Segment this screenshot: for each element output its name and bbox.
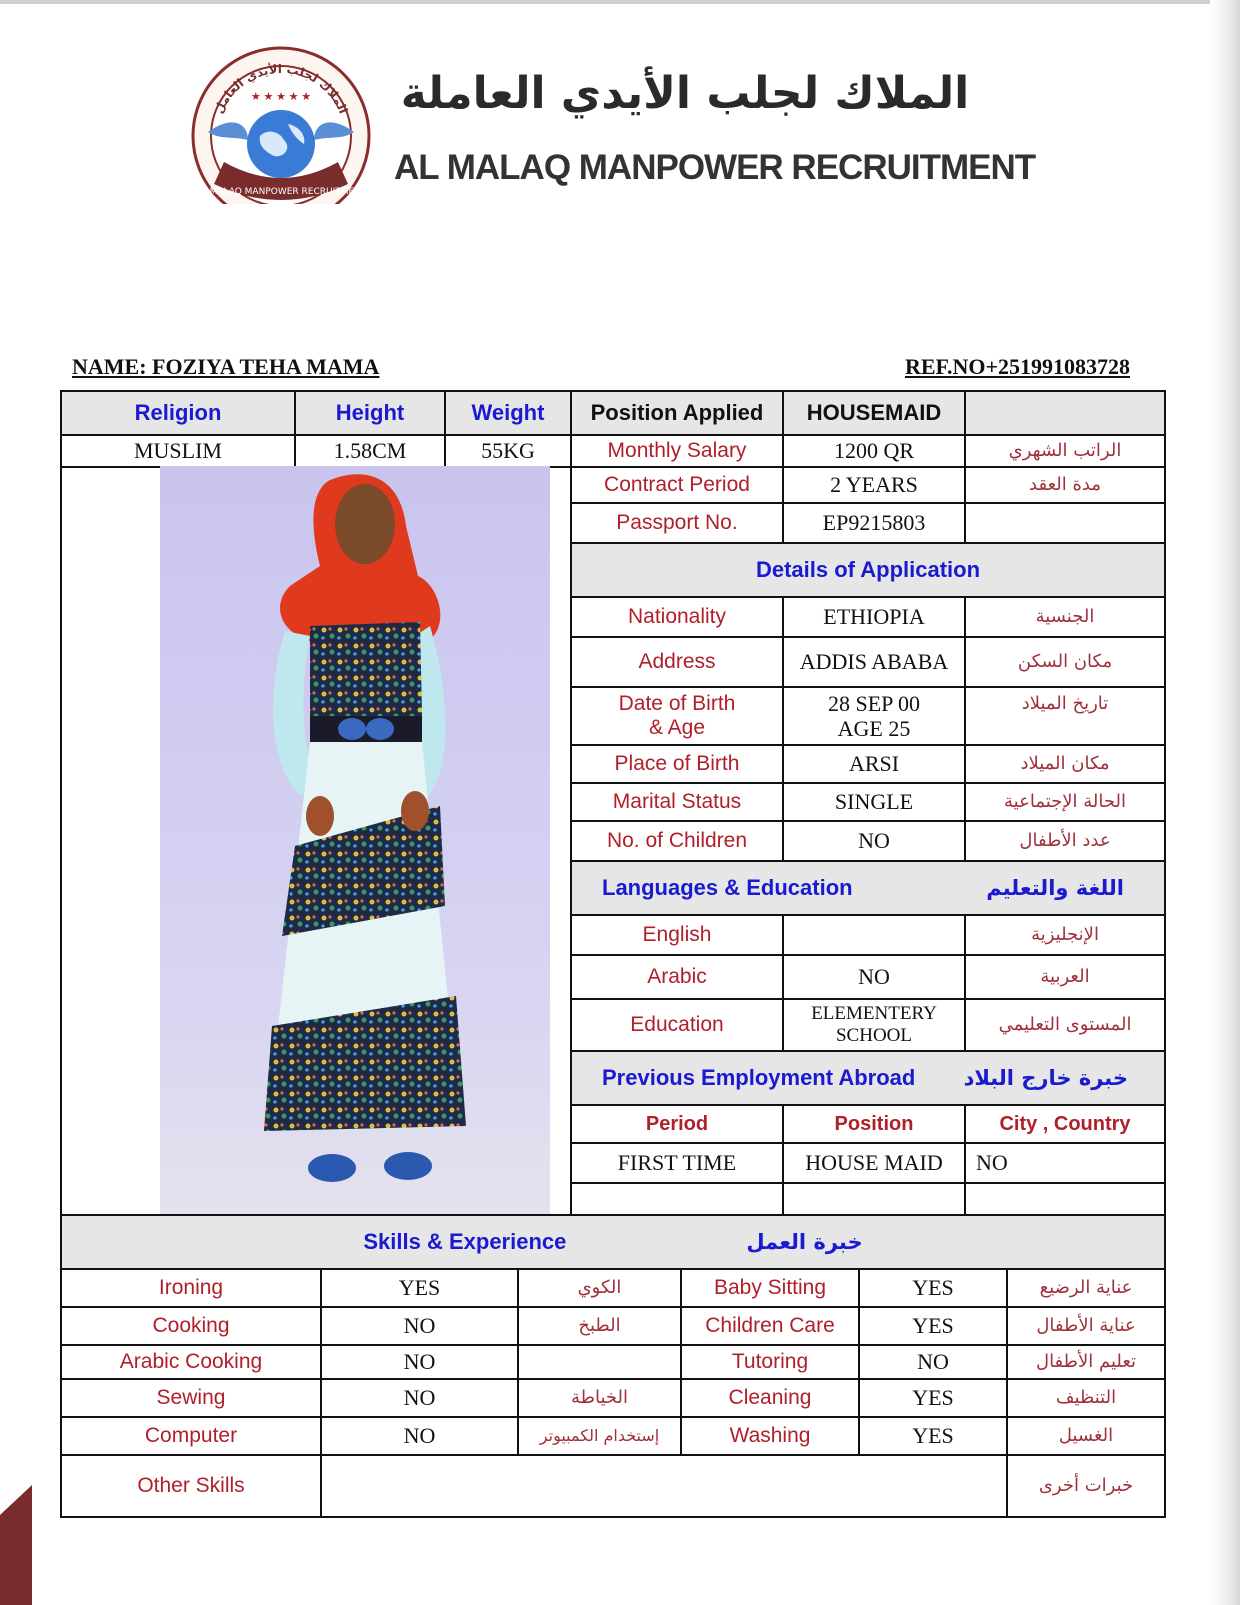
skill-arabic-cooking-value: NO [320,1344,519,1380]
address-value: ADDIS ABABA [782,636,966,688]
employment-empty-cell-3 [964,1182,1166,1216]
nationality-ar: الجنسية [964,596,1166,638]
passport-value: EP9215803 [782,502,966,544]
position-applied-value: HOUSEMAID [782,390,966,436]
candidate-name: NAME: FOZIYA TEHA MAMA [72,354,380,379]
skill-cleaning-ar: التنظيف [1006,1378,1166,1418]
skill-sewing-label: Sewing [60,1378,322,1418]
skill-baby-sitting-label: Baby Sitting [680,1268,860,1308]
employment-title: Previous Employment Abroad [602,1065,916,1091]
skill-arabic-cooking-label: Arabic Cooking [60,1344,322,1380]
skill-washing-label: Washing [680,1416,860,1456]
education-label: Education [570,998,784,1052]
logo-arabic-text: الملاك لجلب الأيدي العامل [211,61,351,116]
skill-computer-ar: إستخدام الكمبيوتر [517,1416,682,1456]
application-form-table [60,400,1166,1552]
education-value [782,998,966,1052]
page-top-edge [0,0,1240,4]
place-of-birth-label: Place of Birth [570,744,784,784]
monthly-salary-label: Monthly Salary [570,434,784,468]
skill-ironing-value: YES [320,1268,519,1308]
candidate-photo [160,466,550,1214]
address-label: Address [570,636,784,688]
english-ar: الإنجليزية [964,914,1166,956]
skill-baby-sitting-ar: عناية الرضيع [1006,1268,1166,1308]
weight-header: Weight [444,390,572,436]
children-ar: عدد الأطفال [964,820,1166,862]
employment-position-value: HOUSE MAID [782,1142,966,1184]
skill-sewing-ar: الخياطة [517,1378,682,1418]
skills-section-title [60,1214,1166,1270]
passport-ar [964,502,1166,544]
monthly-salary-value: 1200 QR [782,434,966,468]
employment-empty-cell-1 [570,1182,784,1216]
religion-header: Religion [60,390,296,436]
other-skills-ar: خبرات أخرى [1006,1454,1166,1518]
skill-cleaning-label: Cleaning [680,1378,860,1418]
contract-period-value: 2 YEARS [782,466,966,504]
skill-cleaning-value: YES [858,1378,1008,1418]
header-blank-cell [964,390,1166,436]
skill-ironing-label: Ironing [60,1268,322,1308]
dob-age-label [570,686,784,746]
position-applied-header: Position Applied [570,390,784,436]
dob-label-line2: & Age [648,716,706,739]
education-ar: المستوى التعليمي [964,998,1166,1052]
skill-washing-value: YES [858,1416,1008,1456]
arabic-value: NO [782,954,966,1000]
age-value: AGE 25 [837,716,911,741]
languages-title-ar: اللغة والتعليم [986,875,1124,900]
period-column-header: Period [570,1104,784,1144]
dob-age-value [782,686,966,746]
english-value [782,914,966,956]
skill-computer-value: NO [320,1416,519,1456]
marital-status-value: SINGLE [782,782,966,822]
height-header: Height [294,390,446,436]
reference-number: REF.NO+251991083728 [904,354,1130,379]
skills-title-ar: خبرة العمل [746,1229,863,1254]
company-logo [188,44,374,197]
skill-children-care-ar: عناية الأطفال [1006,1306,1166,1346]
dob-value: 28 SEP 00 [827,690,921,716]
other-skills-label: Other Skills [60,1454,322,1518]
contract-period-label: Contract Period [570,466,784,504]
education-value-line1: ELEMENTERY [811,1003,937,1025]
height-value: 1.58CM [294,434,446,468]
skill-computer-label: Computer [60,1416,322,1456]
company-english-name: AL MALAQ MANPOWER RECRUITMENT [394,148,1036,187]
marital-status-ar: الحالة الإجتماعية [964,782,1166,822]
employment-empty-cell-2 [782,1182,966,1216]
skill-tutoring-value: NO [858,1344,1008,1380]
arabic-label: Arabic [570,954,784,1000]
english-label: English [570,914,784,956]
skill-baby-sitting-value: YES [858,1268,1008,1308]
nationality-label: Nationality [570,596,784,638]
languages-title: Languages & Education [602,875,853,901]
skill-ironing-ar: الكوي [517,1268,682,1308]
skill-children-care-label: Children Care [680,1306,860,1346]
skills-title: Skills & Experience [363,1229,567,1255]
employment-section-title [570,1050,1166,1106]
employment-city-value: NO [964,1142,1166,1184]
place-of-birth-value: ARSI [782,744,966,784]
children-value: NO [782,820,966,862]
skill-cooking-label: Cooking [60,1306,322,1346]
nationality-value: ETHIOPIA [782,596,966,638]
skill-cooking-ar: الطبخ [517,1306,682,1346]
employment-period-value: FIRST TIME [570,1142,784,1184]
marital-status-label: Marital Status [570,782,784,822]
skill-tutoring-label: Tutoring [680,1344,860,1380]
religion-value: MUSLIM [60,434,296,468]
arabic-ar: العربية [964,954,1166,1000]
skill-cooking-value: NO [320,1306,519,1346]
skill-arabic-cooking-ar [517,1344,682,1380]
dob-ar: تاريخ الميلاد [964,686,1166,746]
svg-text:★ ★ ★ ★ ★: ★ ★ ★ ★ ★ [250,91,312,103]
position-column-header: Position [782,1104,966,1144]
weight-value: 55KG [444,434,572,468]
monthly-salary-ar: الراتب الشهري [964,434,1166,468]
contract-period-ar: مدة العقد [964,466,1166,504]
dob-label-line1: Date of Birth [618,691,736,715]
skill-children-care-value: YES [858,1306,1008,1346]
passport-label: Passport No. [570,502,784,544]
skill-tutoring-ar: تعليم الأطفال [1006,1344,1166,1380]
languages-section-title [570,860,1166,916]
other-skills-value [320,1454,1008,1518]
skill-sewing-value: NO [320,1378,519,1418]
page-right-edge [1210,0,1240,1605]
details-section-title: Details of Application [570,542,1166,598]
place-of-birth-ar: مكان الميلاد [964,744,1166,784]
skill-washing-ar: الغسيل [1006,1416,1166,1456]
education-value-line2: SCHOOL [835,1025,912,1046]
corner-decoration [0,1485,32,1605]
logo-english-text: AL MALAQ MANPOWER RECRUITMENT [195,187,367,197]
address-ar: مكان السكن [964,636,1166,688]
children-label: No. of Children [570,820,784,862]
city-country-column-header: City , Country [964,1104,1166,1144]
employment-title-ar: خبرة خارج البلاد [963,1065,1128,1090]
company-arabic-name: الملاك لجلب الأيدي العاملة [400,68,970,119]
